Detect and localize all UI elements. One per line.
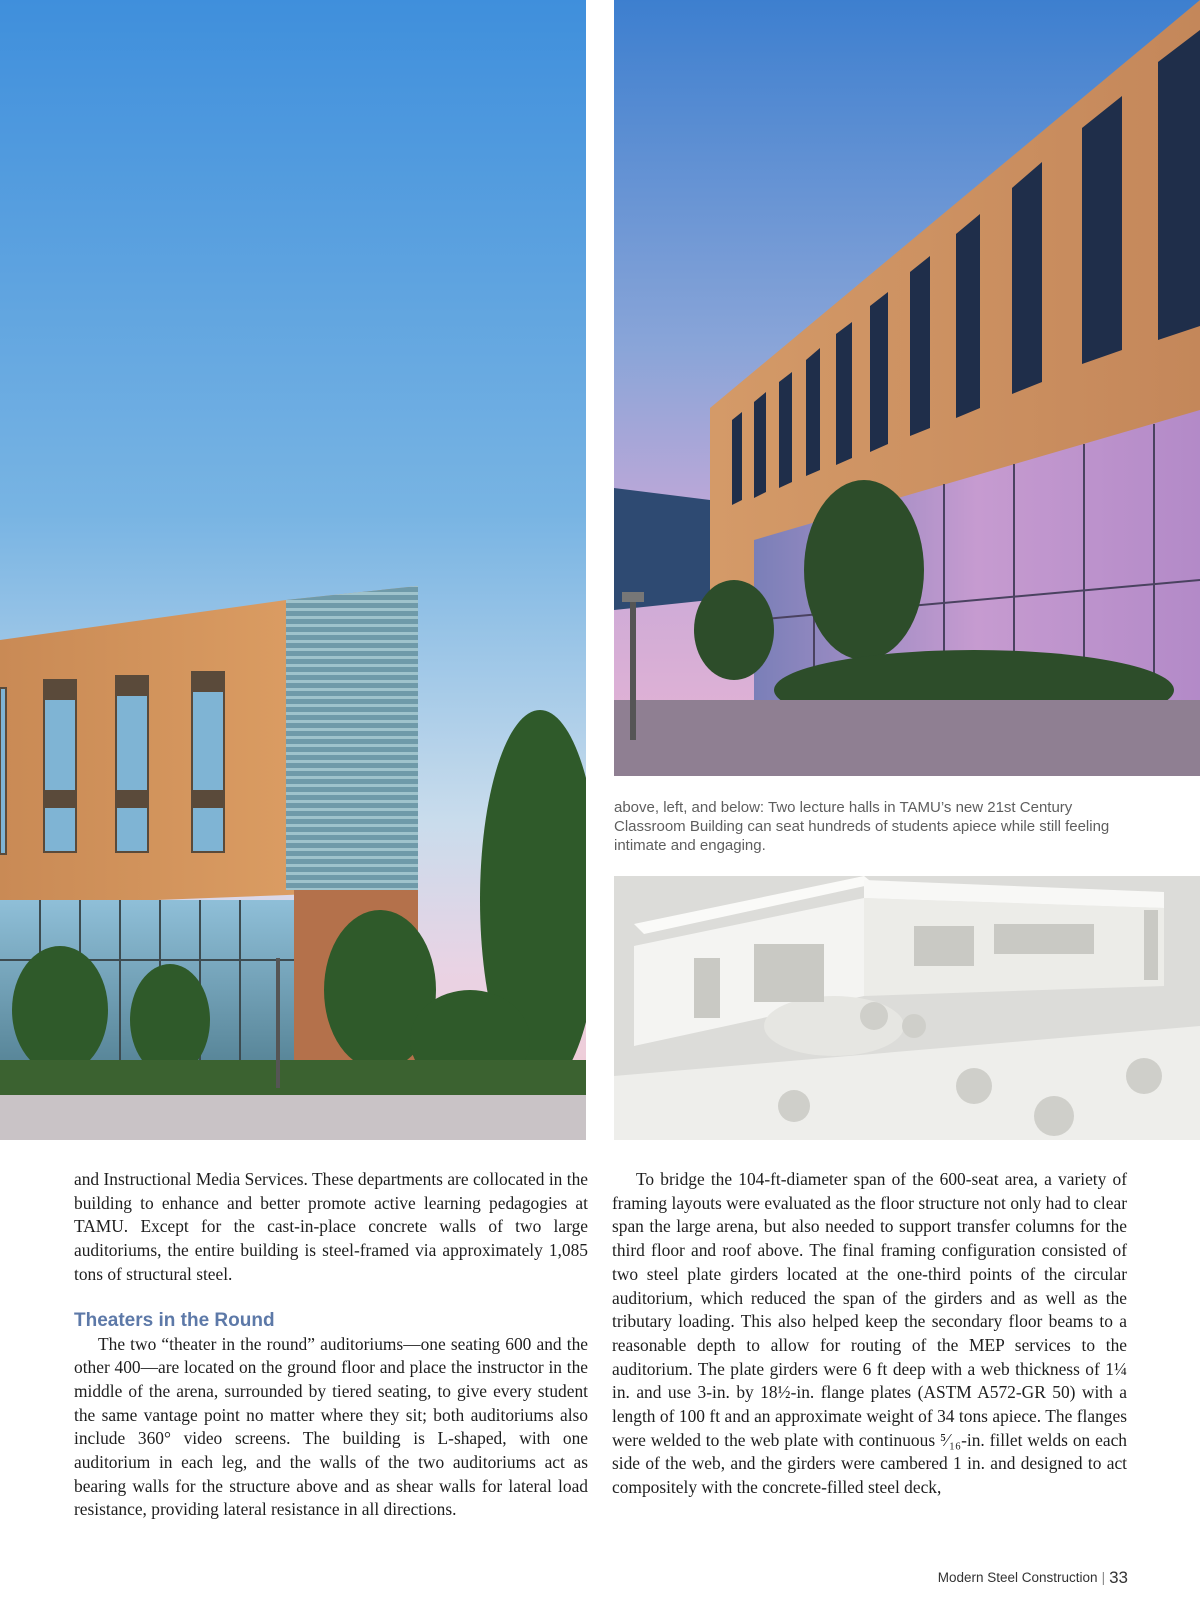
building-exterior-photo bbox=[0, 0, 586, 1140]
building-facade-photo bbox=[614, 0, 1200, 776]
body-paragraph: and Instructional Media Services. These departments are collocated in the building to enhance and better promote active learning pedagogies at TAMU. Except for the cast-in-place concrete walls of two large auditoriums, the entire building is steel-framed via approximately 1,085 tons of structural steel. bbox=[74, 1169, 588, 1284]
footer-separator: | bbox=[1101, 1570, 1106, 1585]
building-exterior-illustration bbox=[0, 0, 586, 1140]
page-number: 33 bbox=[1109, 1568, 1128, 1587]
right-text-column bbox=[612, 1168, 1127, 1500]
page-footer bbox=[938, 1568, 1128, 1588]
body-paragraph: The two “theater in the round” auditoriums—one seating 600 and the other 400—are located on the ground floor and place the instructor in the middle of the arena, surrounded by tiered seating, to give every student the same vantage point no matter where they sit; both auditoriums also include 360° video screens. The building is L-shaped, with one auditorium in each leg, and the walls of the two auditoriums act as bearing walls for the structure above and as shear walls for lateral load resistance, providing lateral resistance in all directions. bbox=[74, 1333, 588, 1520]
photo-caption: above, left, and below: Two lecture halls in TAMU’s new 21st Century Classroom Building can seat hundreds of students apiece while still feeling intimate and engaging. bbox=[614, 799, 1110, 854]
publication-name: Modern Steel Construction bbox=[937, 1570, 1098, 1585]
body-paragraph: To bridge the 104-ft-diameter span of the 600-seat area, a variety of framing layouts were evaluated as the floor structure not only had to clear span the large arena, but also needed to support transfer columns for the third floor and roof above. The final framing configuration consisted of two steel plate girders located at the one-third points of the circular auditorium, which reduced the span of the girders and as well as the tributary loading. This also helped keep the secondary floor beams to a reasonable depth to allow for routing of the MEP services to the auditorium. The plate girders were 6 ft deep with a web thickness of 1¼ in. and use 3-in. by 18½-in. flange plates (ASTM A572-GR 50) with a length of 100 ft and an approximate weight of 34 tons apiece. The flanges were welded to the web plate with continuous ⁵⁄₁₆-in. fillet welds on each side of the web, and the girders were cambered 1 in. and designed to act compositely with the concrete-filled steel deck, bbox=[612, 1169, 1127, 1498]
section-subhead: Theaters in the Round bbox=[74, 1309, 275, 1331]
architectural-model-photo bbox=[614, 876, 1200, 1140]
building-facade-illustration bbox=[614, 0, 1200, 776]
left-text-column bbox=[74, 1168, 588, 1522]
architectural-model-illustration bbox=[614, 876, 1200, 1140]
